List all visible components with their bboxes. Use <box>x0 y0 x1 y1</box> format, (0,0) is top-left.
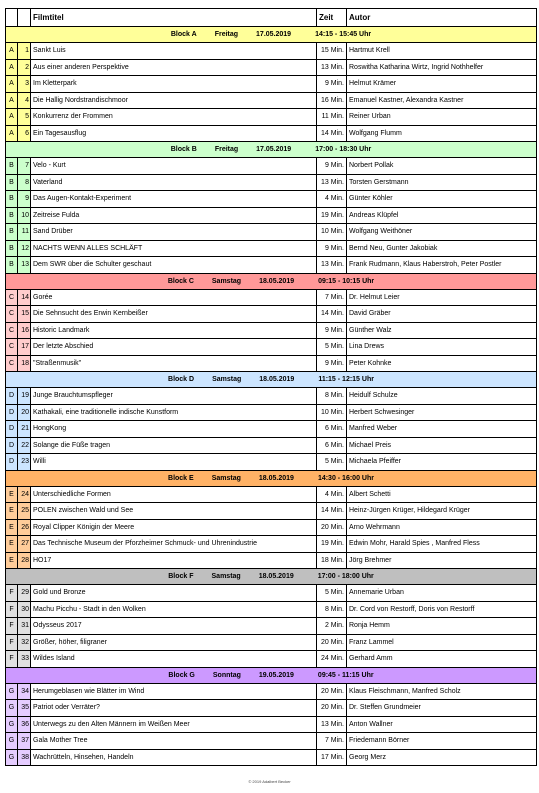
row-film-title: Die Hallig Nordstrandischmoor <box>31 92 317 109</box>
row-number: 34 <box>18 683 31 700</box>
row-film-title: Vaterland <box>31 174 317 191</box>
row-author: Michaela Pfeiffer <box>347 454 537 471</box>
row-block-letter: E <box>6 536 18 553</box>
row-duration: 14 Min. <box>317 306 347 323</box>
row-duration: 2 Min. <box>317 618 347 635</box>
table-row <box>6 289 537 306</box>
block-date: 18.05.2019 <box>258 573 294 580</box>
row-duration: 8 Min. <box>317 601 347 618</box>
table-row <box>6 437 537 454</box>
table-row <box>6 683 537 700</box>
row-duration: 6 Min. <box>317 437 347 454</box>
row-author: Roswitha Katharina Wirtz, Ingrid Nothhelfer <box>347 59 537 76</box>
row-film-title: Größer, höher, filigraner <box>31 634 317 651</box>
row-number: 37 <box>18 733 31 750</box>
row-film-title: Patriot oder Verräter? <box>31 700 317 717</box>
row-film-title: "Straßenmusik" <box>31 355 317 372</box>
row-author: Norbert Pollak <box>347 158 537 175</box>
row-number: 20 <box>18 404 31 421</box>
row-block-letter: B <box>6 224 18 241</box>
row-duration: 9 Min. <box>317 158 347 175</box>
row-duration: 20 Min. <box>317 683 347 700</box>
row-duration: 5 Min. <box>317 339 347 356</box>
row-duration: 11 Min. <box>317 109 347 126</box>
block-day: Samstag <box>212 376 242 383</box>
row-duration: 8 Min. <box>317 388 347 405</box>
row-block-letter: A <box>6 109 18 126</box>
block-date: 17.05.2019 <box>256 31 292 38</box>
row-author: Dr. Steffen Grundmeier <box>347 700 537 717</box>
row-block-letter: A <box>6 125 18 142</box>
row-block-letter: A <box>6 92 18 109</box>
row-duration: 20 Min. <box>317 700 347 717</box>
row-block-letter: G <box>6 700 18 717</box>
row-film-title: Willi <box>31 454 317 471</box>
row-duration: 15 Min. <box>317 43 347 60</box>
row-duration: 10 Min. <box>317 224 347 241</box>
table-row <box>6 355 537 372</box>
row-author: Friedemann Börner <box>347 733 537 750</box>
row-block-letter: F <box>6 601 18 618</box>
row-number: 5 <box>18 109 31 126</box>
row-duration: 20 Min. <box>317 634 347 651</box>
table-row <box>6 125 537 142</box>
row-block-letter: G <box>6 733 18 750</box>
block-date: 18.05.2019 <box>259 376 295 383</box>
row-film-title: Odysseus 2017 <box>31 618 317 635</box>
row-author: Dr. Helmut Leier <box>347 289 537 306</box>
table-row <box>6 322 537 339</box>
row-duration: 24 Min. <box>317 651 347 668</box>
row-film-title: Machu Picchu - Stadt in den Wolken <box>31 601 317 618</box>
row-author: Dr. Cord von Restorff, Doris von Restorff <box>347 601 537 618</box>
row-number: 2 <box>18 59 31 76</box>
row-number: 3 <box>18 76 31 93</box>
row-block-letter: B <box>6 207 18 224</box>
block-day: Samstag <box>211 573 241 580</box>
row-film-title: Im Kletterpark <box>31 76 317 93</box>
table-row <box>6 257 537 274</box>
row-duration: 16 Min. <box>317 92 347 109</box>
block-day: Samstag <box>211 474 241 482</box>
row-number: 28 <box>18 552 31 569</box>
table-row <box>6 716 537 733</box>
row-author: Gerhard Amm <box>347 651 537 668</box>
row-duration: 13 Min. <box>317 174 347 191</box>
row-block-letter: B <box>6 174 18 191</box>
row-number: 29 <box>18 585 31 602</box>
row-author: Andreas Klüpfel <box>347 207 537 224</box>
table-row <box>6 59 537 76</box>
row-film-title: HO17 <box>31 552 317 569</box>
row-author: Anton Wallner <box>347 716 537 733</box>
row-number: 11 <box>18 224 31 241</box>
row-film-title: Gold und Bronze <box>31 585 317 602</box>
row-film-title: Wachrütteln, Hinsehen, Handeln <box>31 749 317 766</box>
row-number: 7 <box>18 158 31 175</box>
table-header-row <box>6 9 537 27</box>
program-sheet <box>5 8 536 766</box>
row-duration: 14 Min. <box>317 125 347 142</box>
row-duration: 9 Min. <box>317 76 347 93</box>
row-duration: 9 Min. <box>317 355 347 372</box>
row-film-title: Sankt Luis <box>31 43 317 60</box>
row-block-letter: E <box>6 552 18 569</box>
block-header-row <box>6 273 537 289</box>
table-row <box>6 207 537 224</box>
row-author: Emanuel Kastner, Alexandra Kastner <box>347 92 537 109</box>
row-block-letter: B <box>6 240 18 257</box>
row-author: David Gräber <box>347 306 537 323</box>
row-number: 6 <box>18 125 31 142</box>
row-duration: 5 Min. <box>317 585 347 602</box>
row-film-title: Der letzte Abschied <box>31 339 317 356</box>
row-film-title: Dem SWR über die Schulter geschaut <box>31 257 317 274</box>
row-number: 32 <box>18 634 31 651</box>
row-duration: 17 Min. <box>317 749 347 766</box>
table-row <box>6 601 537 618</box>
row-author: Arno Wehrmann <box>347 519 537 536</box>
row-film-title: Herumgeblasen wie Blätter im Wind <box>31 683 317 700</box>
row-duration: 19 Min. <box>317 207 347 224</box>
row-block-letter: F <box>6 585 18 602</box>
row-duration: 13 Min. <box>317 716 347 733</box>
row-block-letter: B <box>6 257 18 274</box>
row-author: Georg Merz <box>347 749 537 766</box>
block-name: Block B <box>170 146 197 153</box>
row-author: Franz Lammel <box>347 634 537 651</box>
header-block-cell <box>6 9 18 27</box>
block-header-row <box>6 470 537 486</box>
table-row <box>6 240 537 257</box>
row-duration: 4 Min. <box>317 486 347 503</box>
table-row <box>6 388 537 405</box>
row-block-letter: D <box>6 404 18 421</box>
row-author: Michael Preis <box>347 437 537 454</box>
row-author: Albert Schetti <box>347 486 537 503</box>
header-author: Autor <box>347 9 537 27</box>
row-block-letter: D <box>6 454 18 471</box>
row-block-letter: B <box>6 191 18 208</box>
row-block-letter: A <box>6 76 18 93</box>
row-duration: 6 Min. <box>317 421 347 438</box>
row-film-title: Konkurrenz der Frommen <box>31 109 317 126</box>
row-number: 31 <box>18 618 31 635</box>
block-name: Block F <box>168 573 194 580</box>
row-author: Peter Kohnke <box>347 355 537 372</box>
row-number: 16 <box>18 322 31 339</box>
row-author: Torsten Gerstmann <box>347 174 537 191</box>
block-name: Block C <box>167 277 194 285</box>
row-number: 38 <box>18 749 31 766</box>
table-row <box>6 174 537 191</box>
block-name: Block D <box>168 376 195 383</box>
row-duration: 7 Min. <box>317 289 347 306</box>
row-block-letter: C <box>6 355 18 372</box>
row-film-title: Zeitreise Fulda <box>31 207 317 224</box>
table-row <box>6 43 537 60</box>
block-header <box>6 273 537 289</box>
row-author: Reiner Urban <box>347 109 537 126</box>
row-author: Lina Drews <box>347 339 537 356</box>
row-author: Frank Rudmann, Klaus Haberstroh, Peter Postler <box>347 257 537 274</box>
row-block-letter: G <box>6 749 18 766</box>
row-number: 24 <box>18 486 31 503</box>
row-film-title: Das Technische Museum der Pforzheimer Schmuck- und Uhrenindustrie <box>31 536 317 553</box>
row-block-letter: A <box>6 59 18 76</box>
row-duration: 4 Min. <box>317 191 347 208</box>
row-number: 19 <box>18 388 31 405</box>
row-block-letter: D <box>6 421 18 438</box>
row-block-letter: F <box>6 651 18 668</box>
row-number: 4 <box>18 92 31 109</box>
row-block-letter: C <box>6 306 18 323</box>
row-number: 8 <box>18 174 31 191</box>
block-header <box>6 372 537 388</box>
row-film-title: Royal Clipper Königin der Meere <box>31 519 317 536</box>
block-day: Freitag <box>214 146 239 153</box>
row-author: Wolfgang Flumm <box>347 125 537 142</box>
row-film-title: Historic Landmark <box>31 322 317 339</box>
table-row <box>6 503 537 520</box>
table-row <box>6 339 537 356</box>
header-title: Filmtitel <box>31 9 317 27</box>
table-row <box>6 306 537 323</box>
table-row <box>6 421 537 438</box>
block-name: Block E <box>168 474 194 482</box>
row-film-title: Ein Tagesausflug <box>31 125 317 142</box>
row-duration: 5 Min. <box>317 454 347 471</box>
row-block-letter: B <box>6 158 18 175</box>
row-number: 26 <box>18 519 31 536</box>
row-author: Günter Köhler <box>347 191 537 208</box>
row-film-title: HongKong <box>31 421 317 438</box>
row-number: 15 <box>18 306 31 323</box>
row-block-letter: G <box>6 683 18 700</box>
row-number: 22 <box>18 437 31 454</box>
table-row <box>6 733 537 750</box>
row-author: Herbert Schwesinger <box>347 404 537 421</box>
block-header-row <box>6 142 537 158</box>
row-film-title: Kathakali, eine traditionelle indische Kunstform <box>31 404 317 421</box>
block-date: 19.05.2019 <box>258 671 294 679</box>
table-row <box>6 92 537 109</box>
row-author: Wolfgang Weithöner <box>347 224 537 241</box>
table-row <box>6 585 537 602</box>
row-duration: 19 Min. <box>317 536 347 553</box>
row-author: Ronja Hemm <box>347 618 537 635</box>
row-film-title: Velo - Kurt <box>31 158 317 175</box>
header-number-cell <box>18 9 31 27</box>
block-time: 11:15 - 12:15 Uhr <box>318 376 374 383</box>
row-duration: 20 Min. <box>317 519 347 536</box>
block-header-row <box>6 27 537 43</box>
table-row <box>6 486 537 503</box>
row-film-title: Gorée <box>31 289 317 306</box>
row-number: 9 <box>18 191 31 208</box>
program-table-body <box>6 9 537 766</box>
table-row <box>6 749 537 766</box>
row-film-title: Aus einer anderen Perspektive <box>31 59 317 76</box>
row-author: Heidulf Schulze <box>347 388 537 405</box>
row-number: 12 <box>18 240 31 257</box>
row-film-title: Junge Brauchtumspfleger <box>31 388 317 405</box>
table-row <box>6 519 537 536</box>
row-film-title: NACHTS WENN ALLES SCHLÄFT <box>31 240 317 257</box>
table-row <box>6 158 537 175</box>
block-day: Sonntag <box>212 671 241 679</box>
row-number: 14 <box>18 289 31 306</box>
row-film-title: Die Sehnsucht des Erwin Kernbeißer <box>31 306 317 323</box>
table-row <box>6 454 537 471</box>
row-number: 17 <box>18 339 31 356</box>
row-number: 1 <box>18 43 31 60</box>
block-header <box>6 569 537 585</box>
row-block-letter: F <box>6 634 18 651</box>
row-number: 35 <box>18 700 31 717</box>
row-duration: 13 Min. <box>317 257 347 274</box>
row-author: Jörg Brehmer <box>347 552 537 569</box>
row-block-letter: C <box>6 289 18 306</box>
table-row <box>6 651 537 668</box>
row-number: 33 <box>18 651 31 668</box>
block-time: 09:45 - 11:15 Uhr <box>317 671 374 679</box>
block-name: Block A <box>170 31 197 38</box>
row-duration: 9 Min. <box>317 240 347 257</box>
table-row <box>6 618 537 635</box>
row-film-title: Unterwegs zu den Alten Männern im Weißen Meer <box>31 716 317 733</box>
row-duration: 18 Min. <box>317 552 347 569</box>
block-header <box>6 470 537 486</box>
row-film-title: Unterschiedliche Formen <box>31 486 317 503</box>
row-duration: 9 Min. <box>317 322 347 339</box>
table-row <box>6 109 537 126</box>
row-number: 25 <box>18 503 31 520</box>
row-duration: 10 Min. <box>317 404 347 421</box>
row-film-title: POLEN zwischen Wald und See <box>31 503 317 520</box>
block-header <box>6 27 537 43</box>
table-row <box>6 76 537 93</box>
copyright-footer: © 2019 Adalbert Becker <box>248 779 291 784</box>
row-number: 21 <box>18 421 31 438</box>
row-film-title: Solange die Füße tragen <box>31 437 317 454</box>
row-author: Hartmut Krell <box>347 43 537 60</box>
block-day: Freitag <box>214 31 239 38</box>
row-block-letter: G <box>6 716 18 733</box>
row-block-letter: D <box>6 388 18 405</box>
row-author: Klaus Fleischmann, Manfred Scholz <box>347 683 537 700</box>
row-author: Günther Walz <box>347 322 537 339</box>
row-block-letter: E <box>6 486 18 503</box>
row-author: Manfred Weber <box>347 421 537 438</box>
row-author: Heinz-Jürgen Krüger, Hildegard Krüger <box>347 503 537 520</box>
row-film-title: Gala Mother Tree <box>31 733 317 750</box>
row-block-letter: D <box>6 437 18 454</box>
block-header-row <box>6 372 537 388</box>
block-time: 09:15 - 10:15 Uhr <box>318 277 375 285</box>
row-duration: 13 Min. <box>317 59 347 76</box>
row-duration: 7 Min. <box>317 733 347 750</box>
program-table <box>5 8 537 766</box>
row-number: 13 <box>18 257 31 274</box>
table-row <box>6 404 537 421</box>
row-block-letter: C <box>6 339 18 356</box>
row-author: Edwin Mohr, Harald Spies , Manfred Fless <box>347 536 537 553</box>
table-row <box>6 552 537 569</box>
row-number: 23 <box>18 454 31 471</box>
row-author: Bernd Neu, Gunter Jakobiak <box>347 240 537 257</box>
row-block-letter: F <box>6 618 18 635</box>
table-row <box>6 536 537 553</box>
block-header-row <box>6 667 537 683</box>
table-row <box>6 191 537 208</box>
row-number: 27 <box>18 536 31 553</box>
row-number: 10 <box>18 207 31 224</box>
block-header <box>6 667 537 683</box>
row-film-title: Wildes Island <box>31 651 317 668</box>
row-author: Helmut Krämer <box>347 76 537 93</box>
block-time: 17:00 - 18:30 Uhr <box>315 146 372 153</box>
block-header-row <box>6 569 537 585</box>
row-number: 18 <box>18 355 31 372</box>
block-day: Samstag <box>211 277 242 285</box>
header-time: Zeit <box>317 9 347 27</box>
block-header <box>6 142 537 158</box>
row-block-letter: E <box>6 519 18 536</box>
row-number: 36 <box>18 716 31 733</box>
table-row <box>6 634 537 651</box>
block-time: 17:00 - 18:00 Uhr <box>317 573 374 580</box>
table-row <box>6 700 537 717</box>
table-row <box>6 224 537 241</box>
block-time: 14:15 - 15:45 Uhr <box>315 31 372 38</box>
row-number: 30 <box>18 601 31 618</box>
row-block-letter: E <box>6 503 18 520</box>
row-film-title: Das Augen-Kontakt-Experiment <box>31 191 317 208</box>
block-name: Block G <box>168 671 195 679</box>
row-duration: 14 Min. <box>317 503 347 520</box>
row-block-letter: C <box>6 322 18 339</box>
block-date: 18.05.2019 <box>258 474 294 482</box>
block-time: 14:30 - 16:00 Uhr <box>317 474 374 482</box>
row-film-title: Sand Drüber <box>31 224 317 241</box>
block-date: 17.05.2019 <box>256 146 292 153</box>
row-block-letter: A <box>6 43 18 60</box>
block-date: 18.05.2019 <box>259 277 295 285</box>
row-author: Annemarie Urban <box>347 585 537 602</box>
